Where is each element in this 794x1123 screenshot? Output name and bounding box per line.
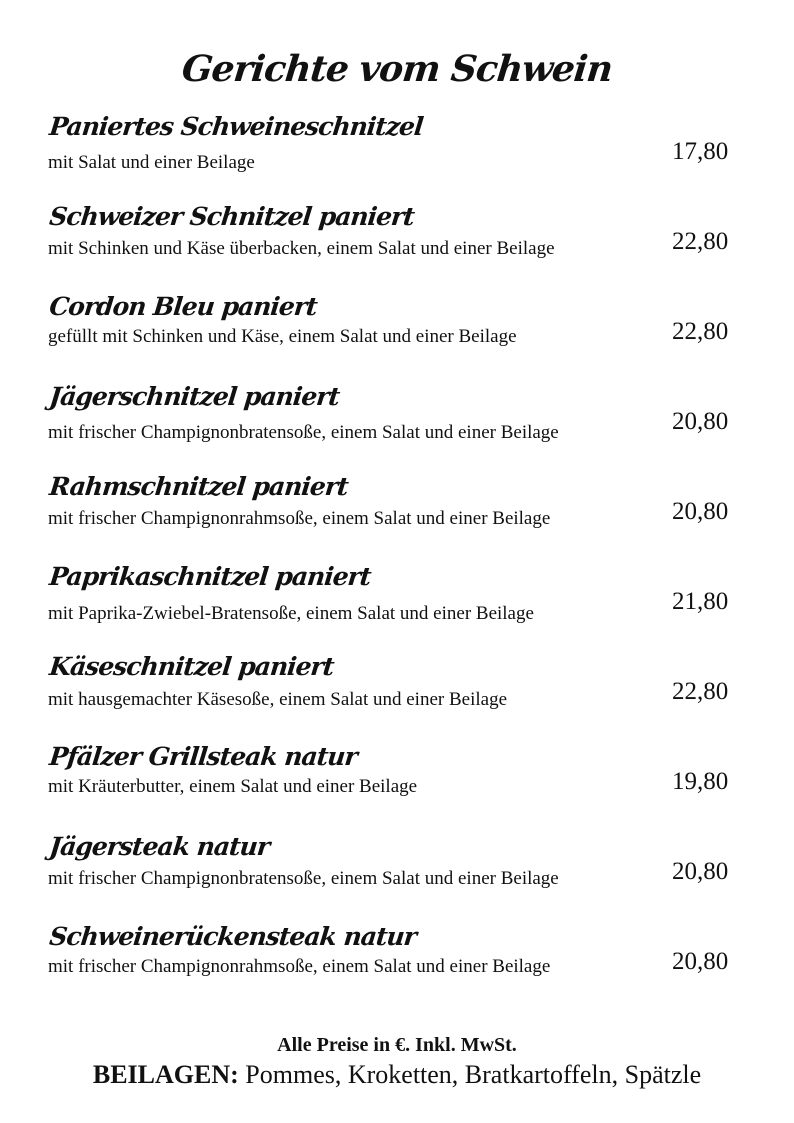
menu-title: Gerichte vom Schwein	[179, 48, 615, 90]
dish-name: Paprikaschnitzel paniert	[48, 562, 373, 591]
dish-price: 17,80	[672, 138, 729, 165]
dish-description: mit hausgemachter Käsesoße, einem Salat und einer Beilage	[48, 689, 508, 710]
dish-price: 19,80	[672, 768, 729, 795]
dish-description: mit frischer Champignonrahmsoße, einem Salat und einer Beilage	[48, 508, 551, 529]
dish-description: mit Schinken und Käse überbacken, einem Salat und einer Beilage	[48, 238, 555, 259]
side-dishes-list: Pommes, Kroketten, Bratkartoffeln, Spätzle	[245, 1060, 702, 1089]
dish-price: 20,80	[672, 858, 729, 885]
dish-price: 22,80	[672, 318, 729, 345]
dish-description: mit frischer Champignonbratensoße, einem Salat und einer Beilage	[48, 422, 559, 443]
dish-name: Schweizer Schnitzel paniert	[48, 202, 416, 231]
side-dishes-label: BEILAGEN:	[92, 1060, 239, 1089]
dish-name: Jägersteak natur	[48, 832, 271, 861]
dish-name: Käseschnitzel paniert	[48, 652, 335, 681]
price-note: Alle Preise in €. Inkl. MwSt.	[277, 1034, 517, 1056]
dish-price: 21,80	[672, 588, 729, 615]
dish-price: 22,80	[672, 228, 729, 255]
dish-description: gefüllt mit Schinken und Käse, einem Salat und einer Beilage	[48, 326, 517, 347]
dish-description: mit Paprika-Zwiebel-Bratensoße, einem Salat und einer Beilage	[48, 603, 534, 624]
dish-price: 20,80	[672, 408, 729, 435]
dish-price: 20,80	[672, 498, 729, 525]
dish-name: Pfälzer Grillsteak natur	[48, 742, 359, 771]
dish-price: 20,80	[672, 948, 729, 975]
dish-description: mit Salat und einer Beilage	[48, 152, 255, 173]
dish-name: Jägerschnitzel paniert	[48, 382, 341, 411]
dish-price: 22,80	[672, 678, 729, 705]
dish-description: mit frischer Champignonrahmsoße, einem Salat und einer Beilage	[48, 956, 551, 977]
dish-description: mit frischer Champignonbratensoße, einem Salat und einer Beilage	[48, 868, 559, 889]
dish-name: Schweinerückensteak natur	[48, 922, 418, 951]
side-dishes	[0, 1060, 794, 1090]
dish-description: mit Kräuterbutter, einem Salat und einer Beilage	[48, 776, 418, 797]
dish-name: Paniertes Schweineschnitzel	[48, 112, 425, 141]
dish-name: Rahmschnitzel paniert	[48, 472, 350, 501]
dish-name: Cordon Bleu paniert	[48, 292, 319, 321]
